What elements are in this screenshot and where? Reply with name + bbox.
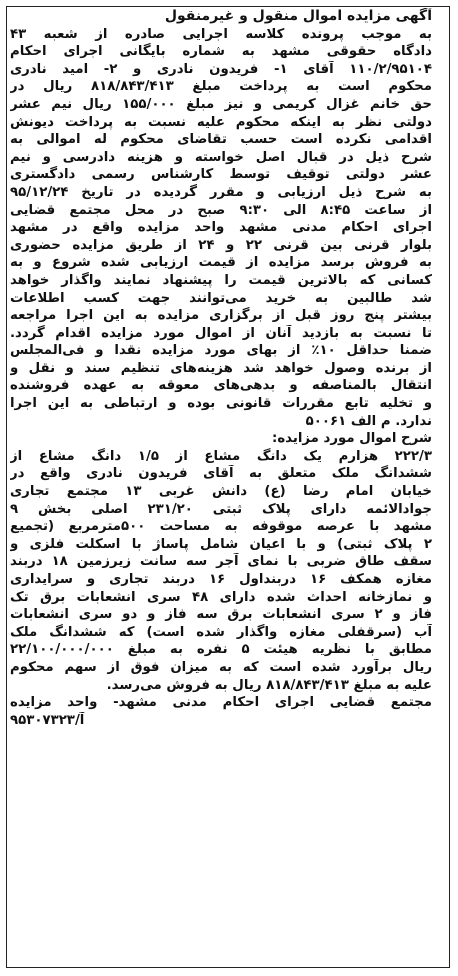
notice-line: از ساعت ۸:۴۵ الی ۹:۳۰ صبح در محل مجتمع قضایی xyxy=(10,202,432,218)
notice-line: شرح ذیل در قبال اصل خواسته و هزینه دادرسی و نیم xyxy=(10,149,432,165)
notice-line: دادگاه حقوقی مشهد به شماره بایگانی اجرای احکام xyxy=(10,44,432,60)
notice-line: مغازه همکف ۱۶ دربنداول ۱۶ دربند تجاری و سرایداری xyxy=(10,572,432,587)
notice-line: مطابق با نظریه هیئت ۵ نفره به مبلغ ۲۲/۱۰۰/۰۰۰/۰۰۰ xyxy=(10,642,432,658)
notice-line: به شرح ذیل ارزیابی و مقرر گردیده در تاریخ ۹۵/۱۲/۲۴ xyxy=(10,184,432,200)
notice-line: خیابان امام رضا (ع) دانش غربی ۱۳ مجتمع تجاری xyxy=(10,484,432,500)
notice-line: انتقال بالمناصفه و بدهی‌های معوقه به عهده فروشنده xyxy=(10,378,432,394)
notice-line: اجرای احکام مدنی مشهد واحد مزایده واقع در مشهد xyxy=(10,220,432,236)
notice-reference: ندارد. م الف ۵۰۰۶۱ xyxy=(305,413,432,429)
notice-line: آب (سرقفلی مغازه واگذار شده است) که ششدانگ ملک xyxy=(10,624,432,640)
notice-line: تا نسبت به بازدید آنان از اموال مورد مزایده اقدام گردد. xyxy=(10,325,432,341)
notice-line: سقف طاق ضربی با نمای آجر سه سانت زیرزمین ۱۸ دربند xyxy=(10,554,432,570)
notice-line: مشهد با عرصه موقوفه به مساحت ۵۰۰مترمربع (تجمیع xyxy=(10,519,432,535)
notice-line: حق خانم غزال کریمی و نیز مبلغ ۱۵۵/۰۰۰ ریال نیم عشر xyxy=(10,96,432,112)
notice-line: ۲۲۲/۳ هزارم یک دانگ مشاع از ۱/۵ دانگ مشاع از xyxy=(10,448,432,464)
notice-line: به موجب پرونده کلاسه اجرایی صادره از شعبه ۴۳ xyxy=(10,26,432,42)
notice-line: ششدانگ ملک متعلق به آقای فریدون نادری واقع در xyxy=(10,466,432,482)
footer-code: آ/۹۵۳۰۷۳۲۳ xyxy=(10,712,85,728)
notice-line: دولتی نظر به اینکه محکوم علیه نسبت به پرداخت دیونش xyxy=(10,114,432,130)
notice-line: بلوار قرنی بین قرنی ۲۲ و ۲۴ از طریق مزایده حضوری xyxy=(10,237,432,253)
notice-line: ضمنا حداقل ۱۰٪ از بهای مورد مزایده نقدا و فی‌المجلس xyxy=(10,343,432,359)
notice-line: عشر دولتی توقیف توسط کارشناس رسمی دادگستری xyxy=(10,167,432,183)
notice-line: جوادالائمه دارای پلاک ثبتی ۲۳۱/۲۰ اصلی بخش ۹ xyxy=(10,501,432,517)
notice-line: کسانی که بالاترین قیمت را پیشنهاد نمایند واگذار خواهد xyxy=(10,272,432,288)
notice-line: ۱۱۰/۲/۹۵۱۰۴ آقای ۱- فریدون نادری و ۲- امید نادری xyxy=(10,61,432,77)
notice-line: شد طالبین به خرید می‌توانند جهت کسب اطلاعات xyxy=(10,290,432,306)
notice-line: محکوم است به پرداخت مبلغ ۸۱۸/۸۴۳/۴۱۳ ریال در xyxy=(10,79,432,95)
issuer-line: مجتمع قضایی اجرای احکام مدنی مشهد- واحد مزایده xyxy=(10,695,432,711)
notice-line: بیشتر پنج روز قبل از برگزاری مزایده به این اجرا مراجعه xyxy=(10,308,432,324)
notice-line: فاز و ۲ سری انشعابات برق سه فاز و دو سری انشعابات xyxy=(10,607,432,623)
notice-line: ۲ پلاک ثبتی) و با اعیان شامل پاساژ با اسکلت فلزی و xyxy=(10,536,432,552)
notice-line: و تخلیه تابع مقررات قانونی بوده و ارتباطی به این اجرا xyxy=(10,396,432,412)
auction-notice-body xyxy=(10,8,432,729)
notice-line: و نمازخانه احداث شده دارای ۴۸ سری انشعابات برق تک xyxy=(10,589,432,605)
notice-line: از برنده وصول خواهد شد هزینه‌های تنظیم سند و نقل و xyxy=(10,360,432,376)
notice-line: علیه به مبلغ ۸۱۸/۸۴۳/۴۱۳ ریال به فروش می‌رسد. xyxy=(106,677,432,693)
notice-line: به فروش برسد مزایده از قیمت ارزیابی شده شروع و به xyxy=(10,255,432,271)
notice-title: آگهی مزایده اموال منقول و غیرمنقول xyxy=(164,8,432,24)
notice-line: اقدامی نکرده است حسب تقاضای محکوم له اموالی به xyxy=(10,132,432,148)
property-description-heading: شرح اموال مورد مزایده: xyxy=(272,431,432,447)
notice-line: ریال برآورد شده است که به میزان فوق از سهم محکوم xyxy=(10,659,432,675)
